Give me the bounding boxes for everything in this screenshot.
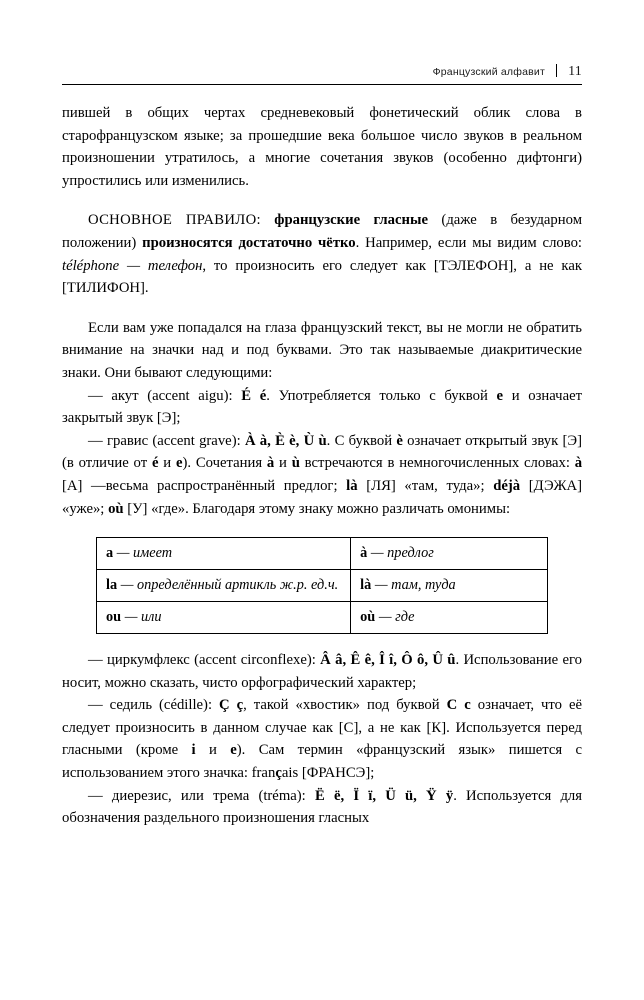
homonym-gloss: — там, туда	[374, 577, 456, 594]
accent-grave-letters: À à, È è, Ù ù	[244, 432, 327, 449]
main-rule-example-word: téléphone — телефон	[62, 257, 203, 274]
table-cell-left	[97, 538, 351, 570]
accent-grave-text3: и	[163, 455, 172, 472]
running-head	[62, 62, 582, 78]
main-rule-mid: (даже в безударном положении)	[62, 212, 582, 251]
table-cell-right	[351, 602, 548, 634]
paragraph-intro-continuation: пившей в общих чертах средневековый фонетический облик слова в старофранцузском языке; за прошедшие века большое число звуков в реальном произношении утратилось, а многие сочетания звуков (особенно дифтонги) упростились или изменились.	[62, 105, 582, 189]
homonym-word: là	[360, 577, 372, 594]
homonym-word: ou	[106, 609, 122, 626]
accent-grave-letter-eacute: é	[151, 455, 159, 472]
cedille-dash: — седиль (cédille):	[88, 697, 213, 714]
paragraph-trema	[62, 785, 582, 830]
table-cell-right	[351, 570, 548, 602]
paragraph-accent-aigu	[62, 385, 582, 430]
running-head-title: Французский алфавит	[432, 66, 545, 78]
homonym-gloss: — имеет	[116, 545, 173, 562]
homonym-gloss: — определённый артикль ж.р. ед.ч.	[120, 577, 339, 594]
paragraph-main-rule	[62, 209, 582, 299]
page-number: 11	[568, 64, 582, 79]
accent-grave-letter-e2: e	[175, 455, 183, 472]
homonym-word: à	[360, 545, 368, 562]
cedille-letter-c: C c	[446, 697, 471, 714]
accent-grave-text1: . С буквой	[326, 432, 393, 449]
circumflex-text: . Использование его носит, можно сказать, чисто орфографический характер;	[62, 652, 583, 691]
accent-aigu-text1: . Употребляется только с буквой	[266, 387, 488, 404]
cedille-text4b: ais [ФРАНСЭ];	[281, 765, 375, 782]
accent-aigu-letters: É é	[241, 387, 267, 404]
accent-grave-word-a: à	[574, 455, 583, 472]
header-rule	[62, 84, 582, 85]
cedille-text4: ). Сам термин «французский язык» пишется с использованием этого значка: fran	[62, 742, 583, 782]
accent-grave-text6: встречаются в немногочисленных словах:	[304, 455, 570, 472]
main-rule-tail1: . Например, если мы видим слово:	[355, 234, 582, 251]
accent-aigu-dash: — акут (accent aigu):	[88, 387, 233, 404]
cedille-letter-e: e	[230, 742, 237, 759]
trema-dash: — диерезис, или трема (tréma):	[88, 787, 306, 804]
homonym-word: a	[106, 545, 114, 562]
accent-grave-text9: [ДЭЖА] «уже»;	[62, 477, 583, 517]
table-cell-left	[97, 602, 351, 634]
homonyms-table	[96, 537, 548, 634]
cedille-inline-c: ç	[275, 765, 282, 782]
table-cell-left	[97, 570, 351, 602]
accent-grave-word-la: là	[346, 477, 358, 494]
circumflex-letters: Â â, Ê ê, Î î, Ô ô, Û û	[320, 652, 456, 669]
paragraph-cedille	[62, 694, 582, 784]
accent-grave-word-deja: déjà	[493, 477, 521, 494]
homonym-gloss: — где	[378, 609, 415, 626]
accent-grave-text5: и	[279, 455, 287, 472]
accent-grave-letter-e: è	[396, 432, 403, 449]
main-rule-tail2: , то произносить его следует как [ТЭЛЕФОН], а не как [ТИЛИФОН].	[62, 257, 582, 297]
homonym-word: la	[106, 577, 118, 594]
paragraph-circumflex	[62, 649, 582, 694]
paragraph-accent-grave	[62, 430, 582, 520]
accent-grave-letter-u: ù	[291, 455, 300, 472]
accent-grave-text2: означает открытый звук [Э] (в отличие от	[62, 432, 582, 472]
accent-aigu-text2: и означает закрытый звук [Э];	[62, 387, 583, 427]
paragraph-diacritics-intro: Если вам уже попадался на глаза французский текст, вы не могли не обратить внимание на значки над и под буквами. Это так называемые диакритические знаки. Они бывают следующими:	[62, 319, 582, 381]
cedille-text1: , такой «хвостик» под буквой	[243, 697, 440, 714]
cedille-text2: означает, что её следует произносить в данном случае как [С], а не как [К]. Используется перед гласными (кроме	[62, 697, 583, 759]
table-row	[97, 570, 548, 602]
accent-grave-text8: [ЛЯ] «там, туда»;	[366, 477, 485, 494]
cedille-text3: и	[209, 742, 217, 759]
running-head-divider	[556, 64, 557, 77]
cedille-letter-i: i	[191, 742, 196, 759]
table-row	[97, 538, 548, 570]
main-rule-bold-vowels: французские гласные	[274, 212, 428, 229]
accent-aigu-letter-e: e	[496, 387, 504, 404]
cedille-letters: Ç ç	[219, 697, 244, 714]
homonym-word: où	[360, 609, 376, 626]
table-cell-right	[351, 538, 548, 570]
accent-grave-dash: — гравис (accent grave):	[88, 432, 241, 449]
main-rule-label: ОСНОВНОЕ ПРАВИЛО:	[88, 212, 261, 229]
homonym-gloss: — или	[124, 609, 162, 626]
table-row	[97, 602, 548, 634]
accent-grave-letter-a: à	[266, 455, 275, 472]
trema-letters: Ë ë, Ï ï, Ü ü, Ÿ ÿ	[314, 787, 454, 804]
accent-grave-text7: [А] —весьма распространённый предлог;	[62, 477, 338, 494]
trema-text: . Используется для обозначения раздельного произношения гласных	[62, 787, 583, 827]
accent-grave-text10: [У] «где». Благодаря этому знаку можно различать омонимы:	[127, 500, 511, 517]
circumflex-dash: — циркумфлекс (accent circonflexe):	[88, 652, 316, 669]
accent-grave-text4: ). Сочетания	[182, 455, 263, 472]
accent-grave-word-ou: où	[108, 500, 124, 517]
main-rule-bold-clearly: произносятся достаточно чётко	[142, 234, 356, 251]
homonym-gloss: — предлог	[370, 545, 434, 562]
